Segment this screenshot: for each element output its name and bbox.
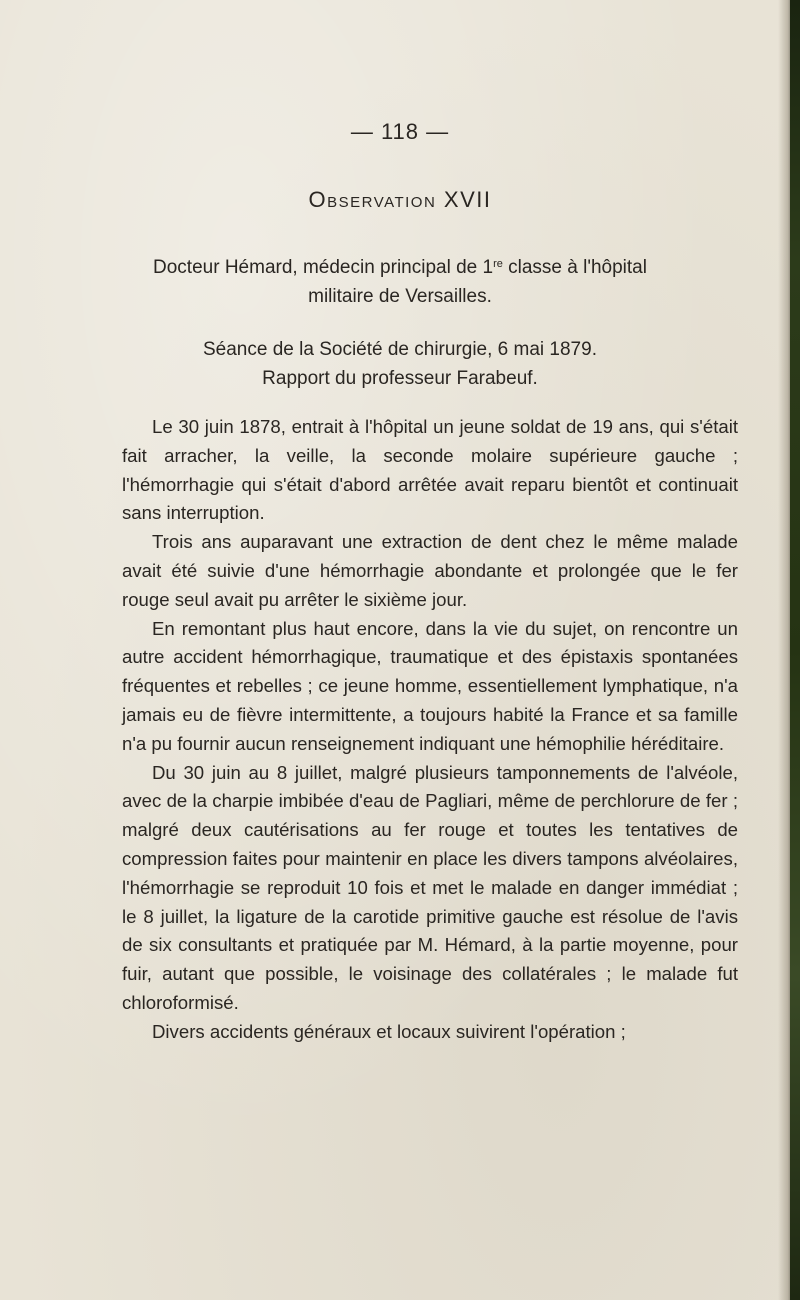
paragraph: Trois ans auparavant une extraction de dent chez le même malade avait été suivie d'une hémorrhagie abondante et prolongée que le fer rouge seul avait pu arrêter le sixième jour. <box>122 531 738 610</box>
paragraph: Divers accidents généraux et locaux suivirent l'opération ; <box>152 1020 626 1042</box>
binding-edge <box>790 0 800 1300</box>
intro-line-1 <box>0 257 800 279</box>
intro-line-4: Rapport du professeur Farabeuf. <box>262 368 538 389</box>
intro-line-1-text-end: classe à l'hôpital <box>502 257 647 278</box>
paragraph: Le 30 juin 1878, entrait à l'hôpital un jeune soldat de 19 ans, qui s'était fait arracher, la veille, la seconde molaire supérieure gauche ; l'hémorrhagie qui s'était d'abord arrêtée avait reparu bientôt et continuait sans interruption. <box>122 416 738 524</box>
paragraph: Du 30 juin au 8 juillet, malgré plusieurs tamponnements de l'alvéole, avec de la charpie imbibée d'eau de Pagliari, même de perchlorure de fer ; malgré deux cautérisations au fer rouge et toutes les tentatives de compression faites pour maintenir en place les divers tampons alvéolaires, l'hémorrhagie se reproduit 10 fois et met le malade en danger immédiat ; le 8 juillet, la ligature de la carotide primitive gauche est résolue de l'avis de six consultants et pratiquée par M. Hémard, à la partie moyenne, pour fuir, autant que possible, le voisinage des collatérales ; le malade fut chloroformisé. <box>122 761 738 1013</box>
intro-line-1-text: Docteur Hémard, médecin principal de 1 <box>153 257 494 278</box>
body-text <box>122 413 738 1047</box>
intro-line-1-superscript: re <box>493 258 503 270</box>
intro-line-2: militaire de Versailles. <box>308 286 492 307</box>
observation-heading: Observation XVII <box>308 187 492 212</box>
intro-line-3: Séance de la Société de chirurgie, 6 mai 1879. <box>203 339 597 360</box>
paragraph: En remontant plus haut encore, dans la vie du sujet, on rencontre un autre accident hémorrhagique, traumatique et des épistaxis spontanées fréquentes et rebelles ; ce jeune homme, essentiellement lymphatique, n'a jamais eu de fièvre intermittente, a toujours habité la France et sa famille n'a pu fournir aucun renseignement indiquant une hémophilie héréditaire. <box>122 617 738 754</box>
page-number: — 118 — <box>350 119 450 144</box>
